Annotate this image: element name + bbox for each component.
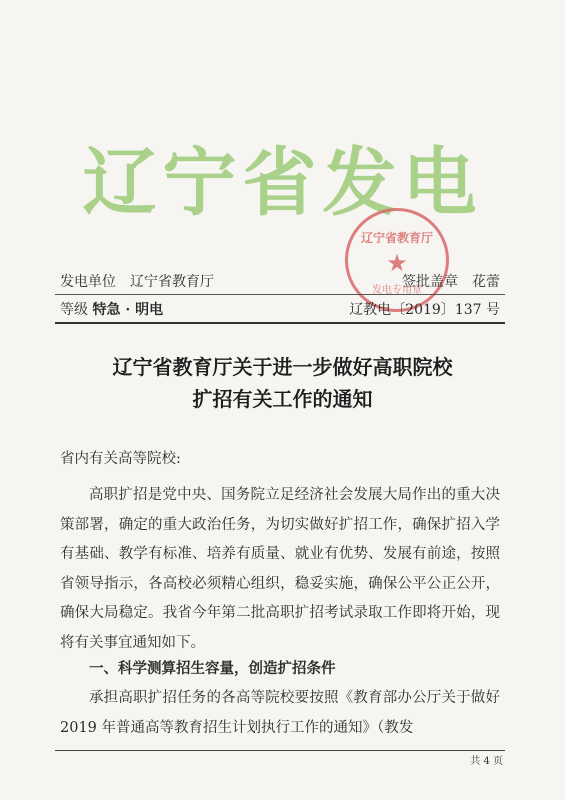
document-title-line2: 扩招有关工作的通知 bbox=[192, 387, 373, 411]
section-heading-1: 一、科学测算招生容量，创造扩招条件 bbox=[89, 661, 336, 677]
seal-text: 辽宁省教育厅 bbox=[360, 231, 433, 245]
level-label bbox=[60, 300, 163, 320]
body-paragraph-1: 高职扩招是党中央、国务院立足经济社会发展大局作出的重大决策部署，确定的重大政治任务，为切实做好扩招工作，确保扩招入学有基础、教学有标准、培养有质量、就业有优势、发展有前途，按照省领导指示，各高校必须精心组织，稳妥实施，确保公平公正公开，确保大局稳定。我省今年第二批高职扩招考试录取工作即将开始，现将有关事宜通知如下。 bbox=[60, 487, 500, 651]
signer-label: 签批盖章 花蕾 bbox=[402, 274, 500, 290]
telegram-banner: 辽宁省发电 bbox=[82, 140, 483, 226]
seal-subtext: 发电专用章 bbox=[372, 285, 422, 296]
level-prefix: 等级 bbox=[60, 302, 93, 318]
document-number: 辽教电〔2019〕137 号 bbox=[349, 302, 500, 318]
level-value: 特急 · 明电 bbox=[92, 302, 164, 318]
page-count: 共 4 页 bbox=[470, 756, 503, 767]
salutation: 省内有关高等院校: bbox=[60, 451, 181, 467]
seal-star-icon: ★ bbox=[386, 249, 408, 277]
header-divider-thin bbox=[55, 294, 505, 295]
footer-divider bbox=[55, 750, 505, 751]
sender-label: 发电单位 辽宁省教育厅 bbox=[60, 274, 214, 290]
header-divider-thick bbox=[55, 322, 505, 324]
document-title-line1: 辽宁省教育厅关于进一步做好高职院校 bbox=[112, 355, 453, 379]
official-seal bbox=[345, 208, 449, 312]
body-paragraph-2: 承担高职扩招任务的各高等院校要按照《教育部办公厅关于做好 2019 年普通高等教育招生计划执行工作的通知》（教发 bbox=[60, 690, 500, 736]
